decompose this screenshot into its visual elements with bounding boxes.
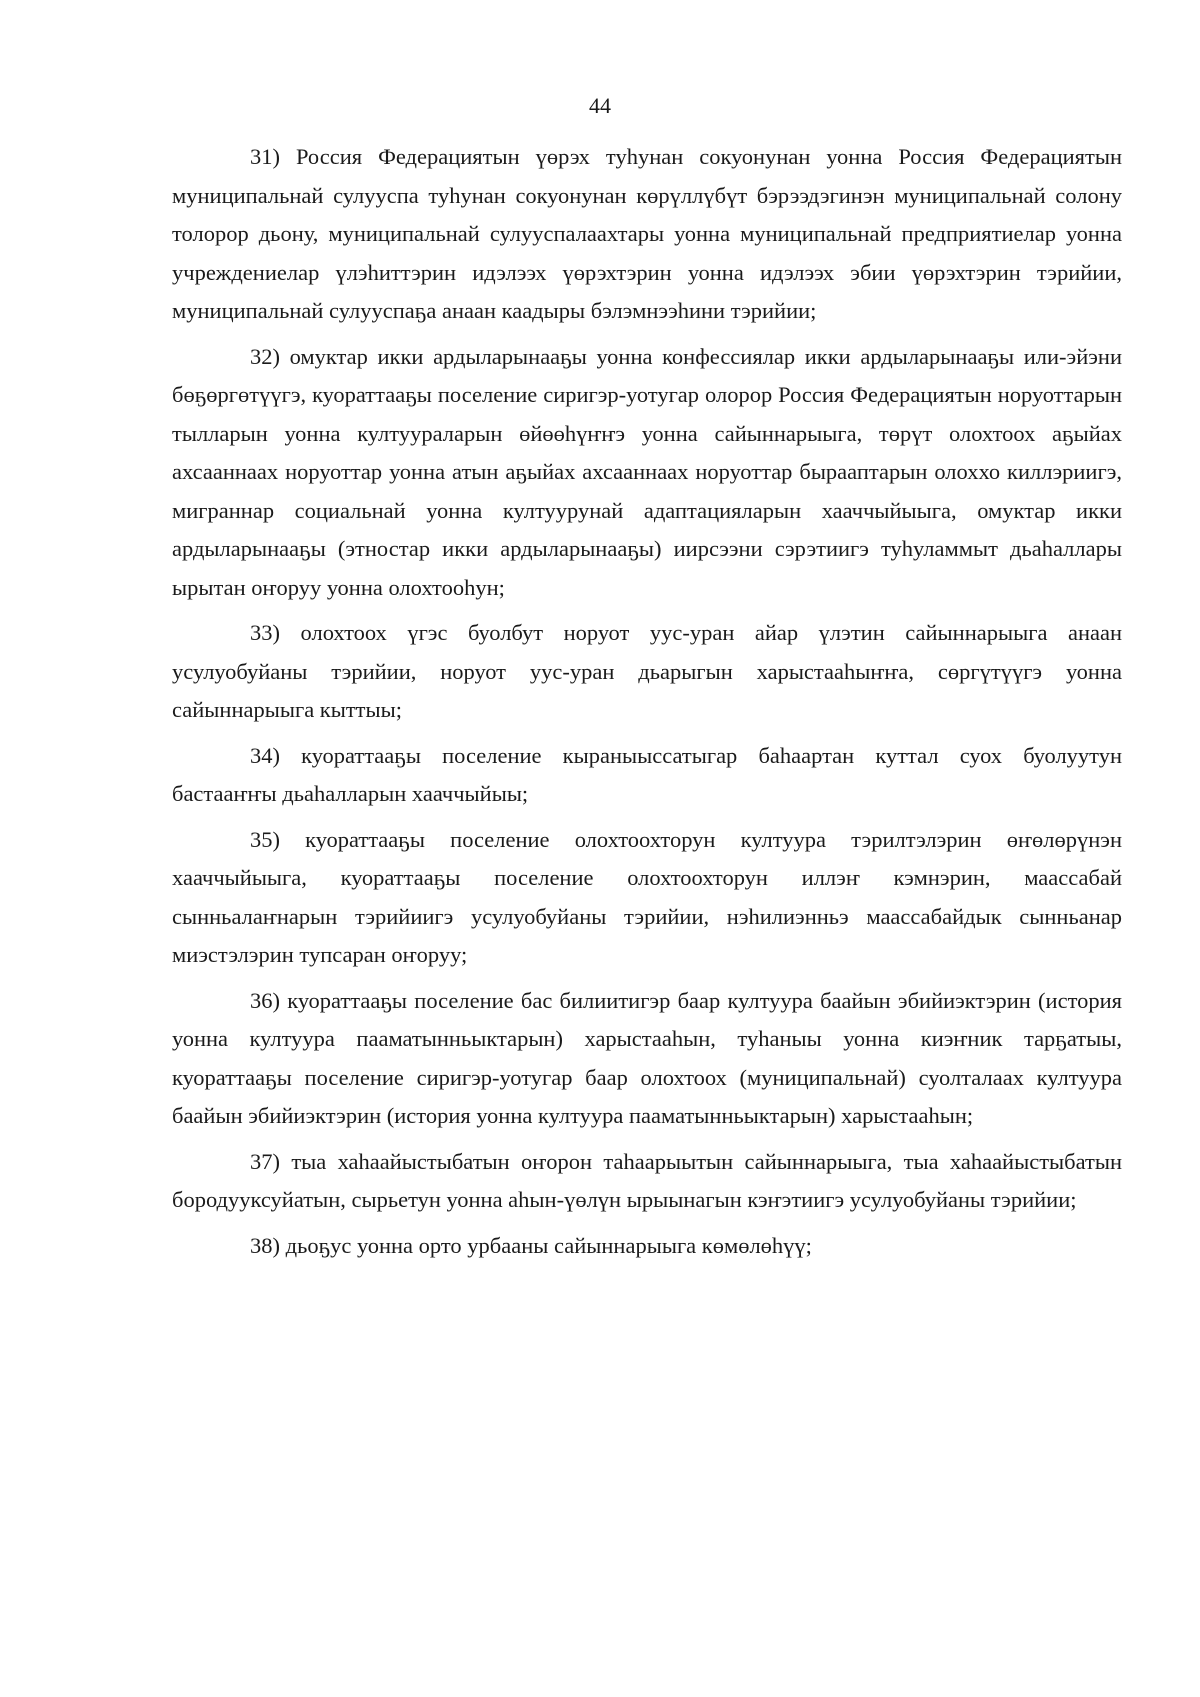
list-item-38: 38) дьоҕус уонна орто урбааны сайыннарыыга көмөлөһүү; <box>250 1232 812 1258</box>
list-item-31: 31) Россия Федерациятын үөрэх туһунан сокуонунан уонна Россия Федерациятын муниципальнай сулууспа туһунан сокуонунан көрүллүбүт бэрээдэгинэн муниципальнай солону толорор дьону, муниципальнай сулууспалаахтары уонна муниципальнай предприятиелар уонна учреждениелар үлэһиттэрин идэлээх үөрэхтэрин уонна идэлээх эбии үөрэхтэрин тэрийии, муниципальнай сулууспаҕа анаан каадыры бэлэмнээһини тэрийии; <box>172 144 1122 323</box>
list-item-37: 37) тыа хаһаайыстыбатын оҥорон таһаарыытын сайыннарыыга, тыа хаһаайыстыбатын бородууксуйатын, сырьетун уонна аһын-үөлүн ырыынагын кэҥэтиигэ усулуобуйаны тэрийии; <box>172 1148 1122 1212</box>
list-item-33: 33) олохтоох үгэс буолбут норуот уус-уран айар үлэтин сайыннарыыга анаан усулуобуйаны тэрийии, норуот уус-уран дьарыгын харыстааһыҥҥа, сөргүтүүгэ уонна сайыннарыыга кыттыы; <box>172 620 1122 722</box>
document-body <box>172 138 1122 1272</box>
list-item-34: 34) куораттааҕы поселение кыраныыссатыгар баһаартан куттал суох буолуутун бастааҥҥы дьаһалларын хааччыйыы; <box>172 742 1122 806</box>
page-number: 44 <box>589 93 611 118</box>
list-item-35: 35) куораттааҕы поселение олохтоохторун култуура тэрилтэлэрин өҥөлөрүнэн хааччыйыыга, куораттааҕы поселение олохтоохторун иллэҥ кэмнэрин, маассабай сынньалаҥнарын тэрийиигэ усулуобуйаны тэрийии, нэһилиэнньэ маассабайдык сынньанар миэстэлэрин тупсаран оҥоруу; <box>172 826 1122 967</box>
list-item-32: 32) омуктар икки ардыларынааҕы уонна конфессиялар икки ардыларынааҕы или-эйэни бөҕөргөтүүгэ, куораттааҕы поселение сиригэр-уотугар олорор Россия Федерациятын норуоттарын тылларын уонна култуураларын өйөөһүҥҥэ уонна сайыннарыыга, төрүт олохтоох аҕыйах ахсааннаах норуоттар уонна атын аҕыйах ахсааннаах норуоттар бырааптарын олоххо киллэриигэ, миграннар социальнай уонна култуурунай адаптацияларын хааччыйыыга, омуктар икки ардыларынааҕы (этностар икки ардыларынааҕы) иирсээни сэрэтиигэ туһуламмыт дьаһаллары ырытан оҥоруу уонна олохтооһун; <box>172 343 1122 600</box>
list-item-36: 36) куораттааҕы поселение бас билиитигэр баар култуура баайын эбийиэктэрин (история уонна култуура пааматынньыктарын) харыстааһын, туһаныы уонна киэҥник тарҕатыы, куораттааҕы поселение сиригэр-уотугар баар олохтоох (муниципальнай) суолталаах култуура баайын эбийиэктэрин (история уонна култуура пааматынньыктарын) харыстааһын; <box>172 987 1122 1128</box>
